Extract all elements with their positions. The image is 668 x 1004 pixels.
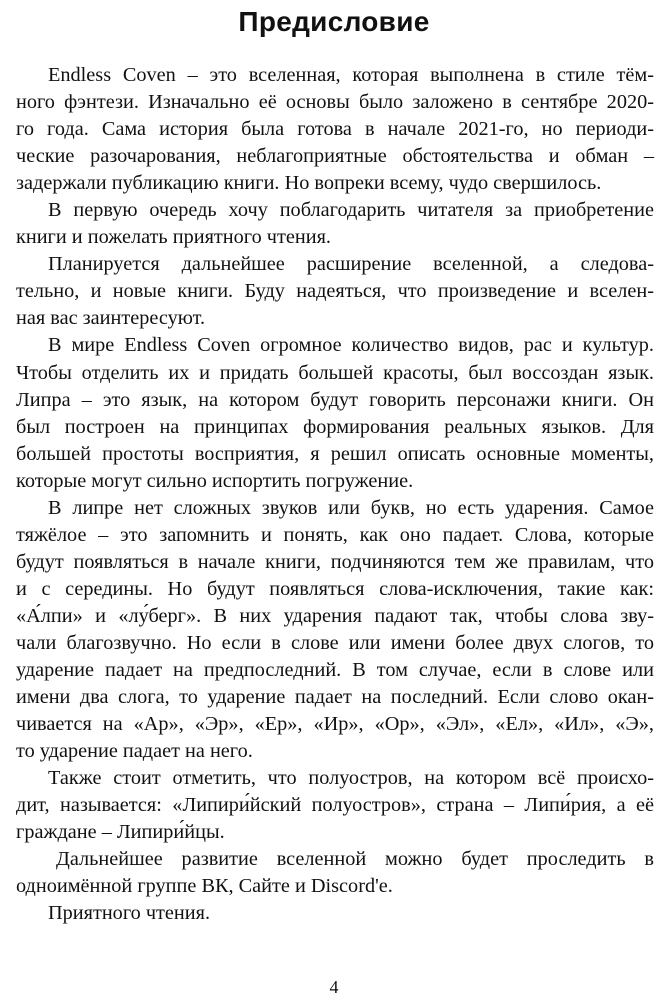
text-line: В первую очередь хочу поблагодарить читателя за приобретение bbox=[48, 199, 654, 222]
page-body-text bbox=[16, 62, 654, 928]
text-line: ная вас заинтересуют. bbox=[16, 307, 206, 330]
text-line: был построен на принципах формирования реальных языков. Для bbox=[16, 415, 654, 438]
text-line: Липра – это язык, на котором будут говорить персонажи книги. Он bbox=[16, 388, 654, 411]
text-line: граждане – Липири́йцы. bbox=[16, 821, 225, 844]
paragraph bbox=[16, 495, 654, 765]
paragraph bbox=[16, 765, 654, 846]
text-line: Приятного чтения. bbox=[48, 902, 211, 925]
paragraph bbox=[16, 197, 654, 251]
text-line: Endless Coven – это вселенная, которая выполнена в стиле тём- bbox=[48, 64, 654, 86]
text-line: Дальнейшее развитие вселенной можно будет проследить в bbox=[56, 848, 654, 871]
text-line: книги и пожелать приятного чтения. bbox=[16, 226, 331, 249]
paragraph bbox=[16, 900, 654, 927]
text-line: дит, называется: «Липири́йский полуостров», страна – Липи́рия, а её bbox=[16, 794, 654, 817]
text-line: В мире Endless Coven огромное количество видов, рас и культур. bbox=[48, 334, 654, 357]
text-line: одноимённой группе ВК, Сайте и Discord'е. bbox=[16, 875, 393, 898]
text-line: будут появляться в начале книги, подчиняются тем же правилам, что bbox=[16, 550, 654, 573]
text-line: Чтобы отделить их и придать большей красоты, был воссоздан язык. bbox=[16, 361, 654, 384]
page-number: 4 bbox=[329, 977, 339, 997]
text-line: ческие разочарования, неблагоприятные обстоятельства и обман – bbox=[16, 145, 654, 168]
paragraph bbox=[16, 332, 654, 494]
page-title: Предисловие bbox=[238, 6, 430, 37]
text-line: то ударение падает на него. bbox=[16, 740, 253, 763]
text-line: Планируется дальнейшее расширение вселенной, а следова- bbox=[48, 253, 654, 276]
paragraph bbox=[16, 846, 654, 900]
text-line: чивается на «Ар», «Эр», «Ер», «Ир», «Ор», «Эл», «Ел», «Ил», «Э», bbox=[16, 713, 654, 736]
text-line: «А́лпи» и «лу́берг». В них ударения падают так, чтобы слова зву- bbox=[16, 604, 654, 627]
text-line: чали благозвучно. Но если в слове или имени более двух слогов, то bbox=[16, 631, 654, 654]
paragraph bbox=[16, 251, 654, 332]
text-line: тяжёлое – это запомнить и понять, как оно падает. Слова, которые bbox=[16, 523, 654, 546]
text-line: В липре нет сложных звуков или букв, но есть ударения. Самое bbox=[48, 496, 654, 519]
text-line: Также стоит отметить, что полуостров, на котором всё происхо- bbox=[48, 767, 654, 790]
text-line: го года. Сама история была готова в начале 2021-го, но периоди- bbox=[16, 118, 654, 141]
text-line: и с середины. Но будут появляться слова-исключения, такие как: bbox=[16, 577, 654, 600]
text-line: имени два слога, то ударение падает на последний. Если слово окан- bbox=[16, 686, 654, 709]
text-line: тельно, и новые книги. Буду надеяться, что произведение и вселен- bbox=[16, 280, 654, 303]
paragraph bbox=[16, 62, 654, 197]
text-line: ного фэнтези. Изначально её основы было заложено в сентябре 2020- bbox=[16, 91, 654, 114]
text-line: большей простоты восприятия, я решил описать основные моменты, bbox=[16, 442, 654, 465]
text-line: задержали публикацию книги. Но вопреки всему, чудо свершилось. bbox=[16, 172, 602, 195]
text-line: которые могут сильно испортить погружение. bbox=[16, 469, 414, 492]
text-line: ударение падает на предпоследний. В том случае, если в слове или bbox=[16, 659, 654, 682]
